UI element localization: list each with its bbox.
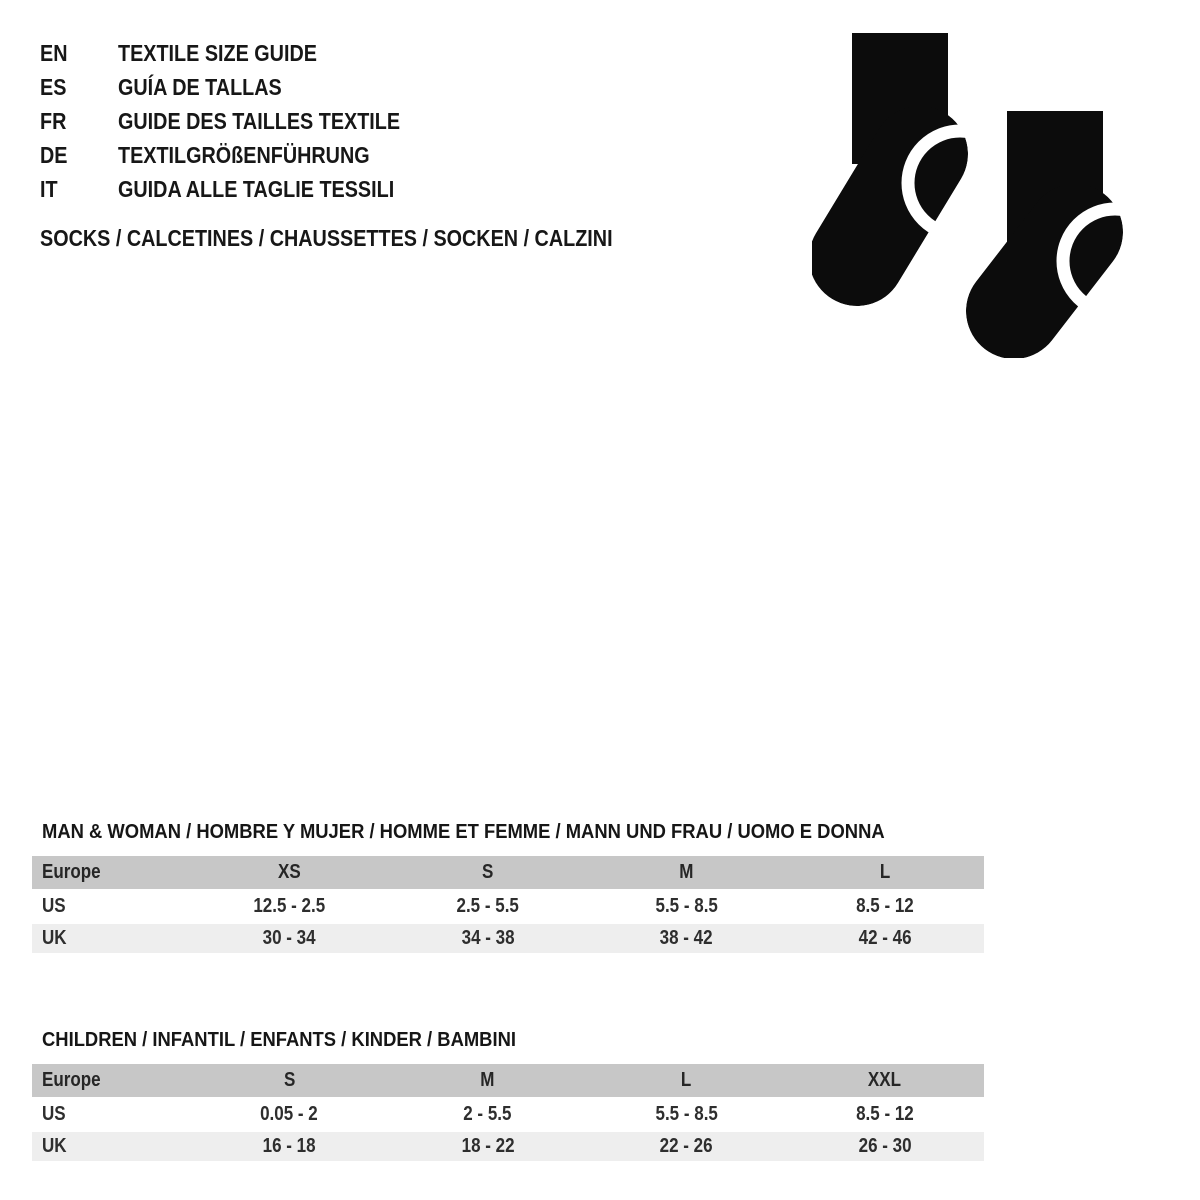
size-value-cell: 0.05 - 2 xyxy=(260,1103,319,1125)
size-value-cell: 18 - 22 xyxy=(461,1135,515,1157)
size-column-header: XS xyxy=(277,861,301,883)
region-label-cell: UK xyxy=(42,1135,67,1157)
size-value-cell: 2.5 - 5.5 xyxy=(456,895,519,917)
language-title: TEXTILGRÖßENFÜHRUNG xyxy=(118,142,370,168)
children-table-title-label: CHILDREN / INFANTIL / ENFANTS / KINDER / BAMBINI xyxy=(42,1029,516,1051)
sock-left xyxy=(852,33,1012,258)
region-label-cell: US xyxy=(42,1103,66,1125)
size-value-cell: 8.5 - 12 xyxy=(855,1103,914,1125)
size-value-cell: 34 - 38 xyxy=(461,927,515,949)
table-header-row xyxy=(32,1064,984,1097)
table-header-row xyxy=(32,856,984,889)
man-woman-size-table xyxy=(32,856,984,956)
language-row xyxy=(40,104,446,138)
size-column-header: L xyxy=(879,861,890,883)
size-value-cell: 8.5 - 12 xyxy=(855,895,914,917)
size-value-cell: 38 - 42 xyxy=(659,927,713,949)
table-row xyxy=(32,1100,984,1129)
region-column-header: Europe xyxy=(42,1069,101,1091)
language-row xyxy=(40,70,446,104)
size-column-header: S xyxy=(283,1069,295,1091)
region-column-header: Europe xyxy=(42,861,101,883)
size-value-cell: 5.5 - 8.5 xyxy=(655,1103,718,1125)
language-list xyxy=(40,36,446,206)
size-column-header: S xyxy=(482,861,494,883)
size-value-cell: 2 - 5.5 xyxy=(463,1103,512,1125)
table-row xyxy=(32,924,984,953)
region-label-cell: US xyxy=(42,895,66,917)
size-value-cell: 16 - 18 xyxy=(262,1135,316,1157)
table-row xyxy=(32,892,984,921)
language-code: ES xyxy=(40,74,67,100)
size-value-cell: 5.5 - 8.5 xyxy=(655,895,718,917)
language-row xyxy=(40,36,446,70)
size-value-cell: 42 - 46 xyxy=(858,927,912,949)
children-table-title xyxy=(42,1028,557,1052)
size-value-cell: 26 - 30 xyxy=(858,1135,912,1157)
language-title: GUÍA DE TALLAS xyxy=(118,74,282,100)
man-woman-table-title-label: MAN & WOMAN / HOMBRE Y MUJER / HOMME ET FEMME / MANN UND FRAU / UOMO E DONNA xyxy=(42,821,885,843)
socks-icon xyxy=(812,26,1132,358)
size-column-header: M xyxy=(679,861,694,883)
category-heading-label: SOCKS / CALCETINES / CHAUSSETTES / SOCKEN / CALZINI xyxy=(40,225,613,251)
size-column-header: M xyxy=(480,1069,495,1091)
size-value-cell: 30 - 34 xyxy=(262,927,316,949)
size-value-cell: 22 - 26 xyxy=(659,1135,713,1157)
man-woman-table-title xyxy=(42,820,958,844)
size-value-cell: 12.5 - 2.5 xyxy=(253,895,326,917)
table-row xyxy=(32,1132,984,1161)
region-label-cell: UK xyxy=(42,927,67,949)
language-code: EN xyxy=(40,40,68,66)
size-column-header: L xyxy=(681,1069,692,1091)
children-size-table xyxy=(32,1064,984,1164)
sock-right xyxy=(1007,111,1132,313)
language-code: FR xyxy=(40,108,67,134)
language-title: GUIDE DES TAILLES TEXTILE xyxy=(118,108,401,134)
language-row xyxy=(40,172,446,206)
language-code: IT xyxy=(40,176,58,202)
language-title: TEXTILE SIZE GUIDE xyxy=(118,40,317,66)
language-code: DE xyxy=(40,142,68,168)
size-column-header: XXL xyxy=(868,1069,902,1091)
category-heading xyxy=(40,224,706,252)
language-title: GUIDA ALLE TAGLIE TESSILI xyxy=(118,176,395,202)
language-row xyxy=(40,138,446,172)
